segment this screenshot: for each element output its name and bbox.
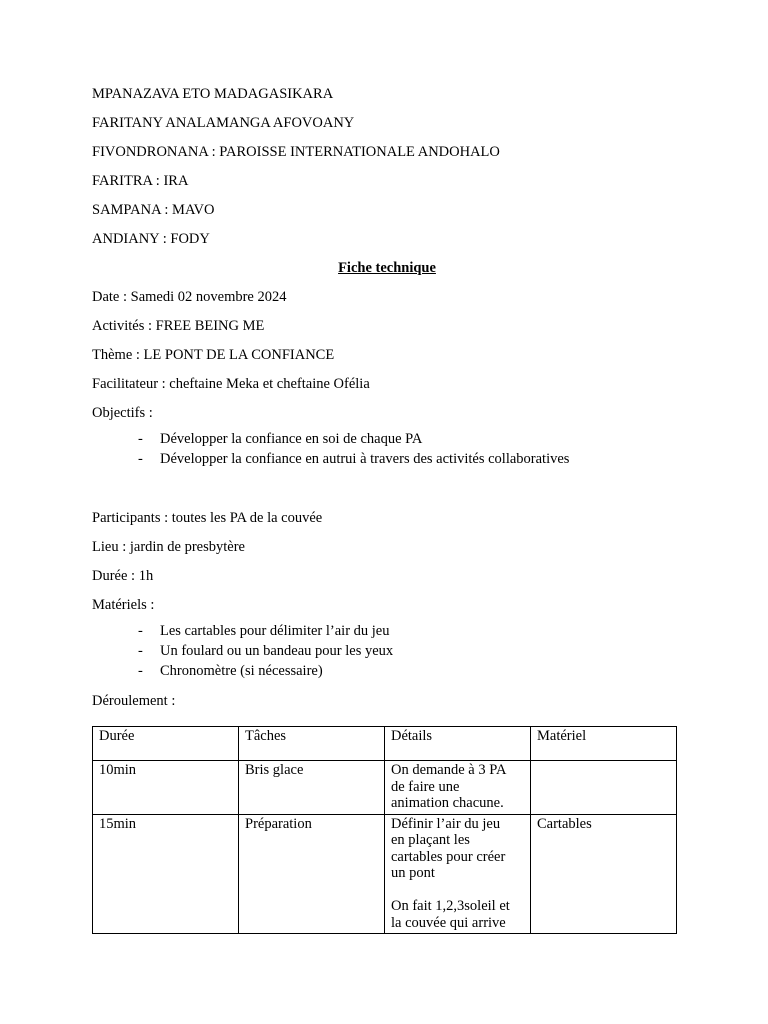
cell-task: Préparation (239, 814, 385, 934)
cell-material: Cartables (531, 814, 677, 934)
list-item (92, 661, 682, 681)
objective-text: Développer la confiance en soi de chaque PA (160, 431, 423, 447)
document-title: Fiche technique (338, 260, 436, 276)
cell-details: On demande à 3 PA de faire une animation chacune. (385, 761, 531, 815)
column-header-tasks: Tâches (239, 727, 385, 761)
dash-bullet: - (138, 663, 143, 679)
document-body (92, 85, 682, 721)
spacer (92, 469, 682, 509)
procedure-table (92, 726, 677, 934)
header-line-5: SAMPANA : MAVO (92, 202, 215, 218)
procedure-label: Déroulement : (92, 693, 176, 709)
column-header-details: Détails (385, 727, 531, 761)
material-text: Chronomètre (si nécessaire) (160, 663, 323, 679)
dash-bullet: - (138, 431, 143, 447)
duration-line: Durée : 1h (92, 568, 154, 584)
dash-bullet: - (138, 623, 143, 639)
material-text: Les cartables pour délimiter l’air du jeu (160, 623, 390, 639)
materials-list (92, 621, 682, 681)
activities-line: Activités : FREE BEING ME (92, 318, 265, 334)
list-item (92, 621, 682, 641)
dash-bullet: - (138, 643, 143, 659)
list-item (92, 641, 682, 661)
objectives-label: Objectifs : (92, 405, 153, 421)
cell-duration: 10min (93, 761, 239, 815)
cell-material (531, 761, 677, 815)
location-line: Lieu : jardin de presbytère (92, 539, 245, 555)
material-text: Un foulard ou un bandeau pour les yeux (160, 643, 394, 659)
cell-details: Définir l’air du jeu en plaçant les cartables pour créer un pont On fait 1,2,3soleil et la couvée qui arrive (385, 814, 531, 934)
materials-label: Matériels : (92, 597, 155, 613)
header-line-4: FARITRA : IRA (92, 173, 189, 189)
participants-line: Participants : toutes les PA de la couvée (92, 510, 323, 526)
table-header-row (93, 727, 677, 761)
list-item (92, 449, 682, 469)
objective-text: Développer la confiance en autrui à travers des activités collaboratives (160, 451, 570, 467)
table-row (93, 814, 677, 934)
header-line-2: FARITANY ANALAMANGA AFOVOANY (92, 115, 355, 131)
dash-bullet: - (138, 451, 143, 467)
objectives-list (92, 429, 682, 469)
table-row (93, 761, 677, 815)
cell-task: Bris glace (239, 761, 385, 815)
column-header-material: Matériel (531, 727, 677, 761)
column-header-duration: Durée (93, 727, 239, 761)
cell-duration: 15min (93, 814, 239, 934)
header-line-6: ANDIANY : FODY (92, 231, 210, 247)
spacer (92, 681, 682, 692)
list-item (92, 429, 682, 449)
theme-line: Thème : LE PONT DE LA CONFIANCE (92, 347, 335, 363)
facilitator-line: Facilitateur : cheftaine Meka et cheftaine Ofélia (92, 376, 370, 392)
header-line-1: MPANAZAVA ETO MADAGASIKARA (92, 86, 334, 102)
date-line: Date : Samedi 02 novembre 2024 (92, 289, 287, 305)
header-line-3: FIVONDRONANA : PAROISSE INTERNATIONALE ANDOHALO (92, 144, 500, 160)
